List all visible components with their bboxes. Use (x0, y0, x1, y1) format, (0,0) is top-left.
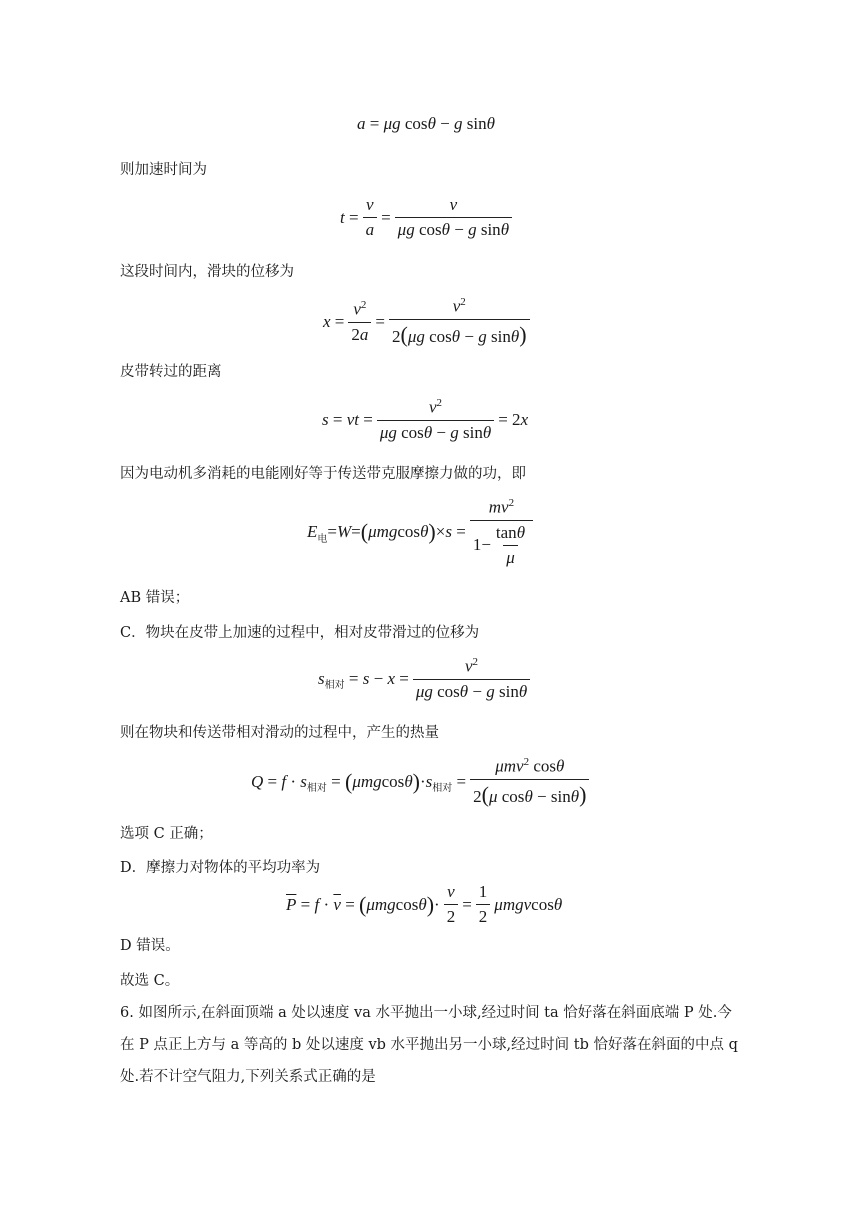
text-line: 这段时间内，滑块的位移为 (120, 264, 294, 280)
subscript-rel: 相对 (306, 783, 327, 795)
equation-electric-energy: E 电 = W = ( μmg cos θ ) × s = $mv^2$ 1− $\frac{\tan\theta}{\mu}$ (307, 497, 537, 568)
subscript-rel: 相对 (324, 680, 345, 692)
text-line: 选项 C 正确； (120, 826, 213, 842)
text-line: C．物块在皮带上加速的过程中，相对皮带滑过的位移为 (120, 625, 480, 641)
text-line: 则在物块和传送带相对滑动的过程中，产生的热量 (120, 725, 439, 741)
subscript-rel: 相对 (432, 783, 453, 795)
equation-relative-displacement: s 相对 = s − x = $\frac{v^2}{\text{μg cosθ − g sinθ}}$ (318, 656, 534, 702)
equation-acceleration: a = μg cos θ − g sin θ (357, 114, 495, 133)
equation-displacement: x = $\frac{v^2}{2a}$ = $\frac{v^2}{\text{2(μg cosθ − g sinθ)}}$ (323, 296, 534, 348)
question-6: 6. 如图所示,在斜面顶端 a 处以速度 va 水平抛出一小球,经过时间 ta 恰好落在斜面底端 P 处.今在 P 点正上方与 a 等高的 b 处以速度 vb 水平抛出另一小球,经过时间 tb 恰好落在斜面的中点 q 处.若不计空气阻力,下列关系式正确的是 (120, 1005, 738, 1085)
equation-average-power: $\overline{P}$ = f · $\overline{v}$ = ( μmg cos θ ) · $\frac{v}{2}$ = $\frac{1}{2}$ μmgv cos θ (286, 882, 563, 926)
subscript-elec: 电 (317, 533, 328, 545)
text-line: 皮带转过的距离 (120, 364, 222, 380)
text-line: 则加速时间为 (120, 162, 207, 178)
text-line: 因为电动机多消耗的电能刚好等于传送带克服摩擦力做的功，即 (120, 466, 526, 482)
text-line: AB 错误； (120, 590, 190, 606)
equation-heat: Q = f · s 相对 = ( μmg cos θ ) · s 相对 = $\frac{\mu mv^2 \cos\theta}{\text{2(μ cosθ − sinθ)}}$ (251, 756, 593, 808)
equation-belt-distance: s = vt = $\frac{v^2}{\text{μg cosθ − g sinθ}}$ = 2 x (322, 397, 529, 442)
text-line: 故选 C。 (120, 973, 180, 989)
equation-time: t = $\frac{v}{a}$ = $\frac{v}{\text{μg cosθ − g sinθ}}$ (340, 195, 516, 240)
text-line: D．摩擦力对物体的平均功率为 (120, 860, 321, 876)
text-line: D 错误。 (120, 938, 180, 954)
